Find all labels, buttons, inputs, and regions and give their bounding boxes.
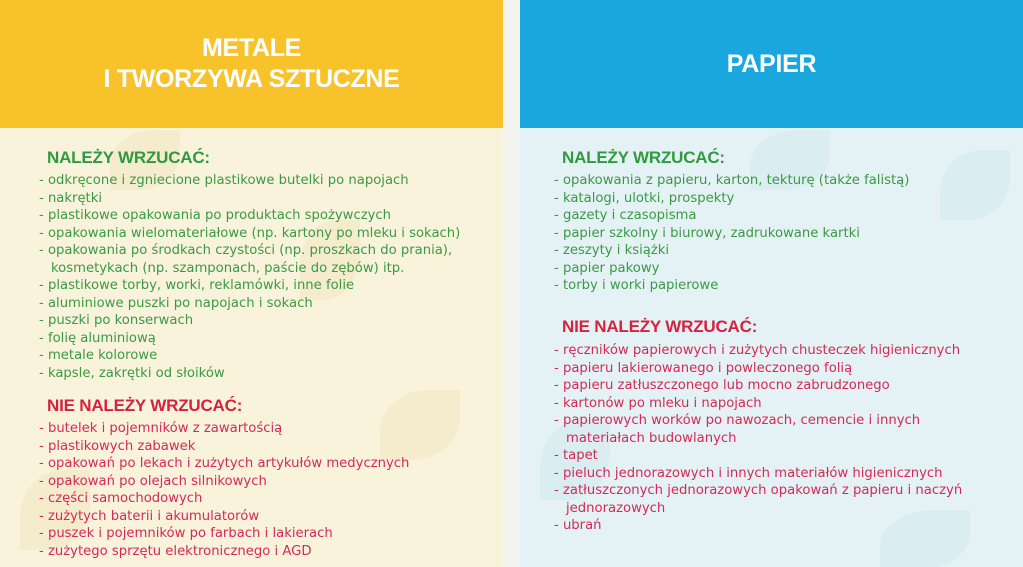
list-item: - odkręcone i zgniecione plastikowe butelki po napojach [39, 173, 409, 188]
list-item: - opakowań po olejach silnikowych [39, 473, 267, 489]
list-item: - opakowania po środkach czystości (np. proszkach do prania), [39, 243, 453, 258]
panel-divider [503, 0, 520, 567]
paper-title: PAPIER [726, 49, 817, 78]
paper-header [520, 0, 1023, 128]
list-item: - ubrań [554, 518, 602, 533]
metals-plastics-header [0, 0, 503, 128]
list-item: - gazety i czasopisma [554, 208, 697, 223]
list-item: - zużytych baterii i akumulatorów [39, 508, 260, 524]
list-item: - folię aluminiową [39, 330, 156, 346]
continuation-text: kosmetykach (np. szamponach, paście do zębów) itp. [51, 260, 405, 276]
list-item-continuation [554, 500, 962, 518]
forbidden-heading: NIE NALEŻY WRZUCAĆ: [562, 317, 758, 336]
list-item: - plastikowe torby, worki, reklamówki, inne folie [39, 278, 355, 293]
list-item: - puszki po konserwach [39, 313, 194, 328]
paper-panel [520, 0, 1023, 567]
list-item: - zużytego sprzętu elektronicznego i AGD [39, 543, 312, 559]
title-line: I TWORZYWA SZTUCZNE [103, 65, 400, 93]
list-item: - aluminiowe puszki po napojach i sokach [39, 295, 313, 311]
list-item: - nakrętki [39, 190, 103, 206]
metals-plastics-panel [0, 0, 503, 567]
forbidden-heading: NIE NALEŻY WRZUCAĆ: [47, 396, 243, 415]
list-item: - zatłuszczonych jednorazowych opakowań z papieru i naczyń [554, 483, 963, 498]
continuation-text: materiałach budowlanych [566, 430, 737, 446]
list-item: - papier szkolny i biurowy, zadrukowane kartki [554, 225, 860, 241]
allowed-heading: NALEŻY WRZUCAĆ: [47, 148, 210, 167]
metals-plastics-title [103, 33, 399, 95]
list-item: - puszek i pojemników po farbach i lakierach [39, 526, 333, 541]
list-item: - torby i worki papierowe [554, 278, 719, 293]
list-item: - tapet [554, 448, 598, 463]
list-item: - papieru lakierowanego i powleczonego folią [554, 360, 853, 376]
list-item: - metale kolorowe [39, 348, 158, 363]
list-item: - plastikowych zabawek [39, 438, 196, 454]
title-line: METALE [201, 34, 302, 62]
leaf-decoration [940, 150, 1010, 220]
list-item: - opakowania z papieru, karton, tekturę (także falistą) [554, 173, 910, 188]
continuation-text: jednorazowych [566, 500, 666, 516]
list-item: - butelek i pojemników z zawartością [39, 421, 283, 436]
allowed-list [39, 172, 460, 382]
list-item: - opakowania wielomateriałowe (np. kartony po mleku i sokach) [39, 225, 461, 241]
list-item-continuation [554, 430, 962, 448]
list-item-continuation [39, 260, 460, 278]
list-item: - opakowań po lekach i zużytych artykułów medycznych [39, 456, 410, 471]
allowed-list [554, 172, 909, 295]
forbidden-list [39, 420, 409, 560]
list-item: - części samochodowych [39, 491, 203, 506]
allowed-heading: NALEŻY WRZUCAĆ: [562, 148, 725, 167]
list-item: - katalogi, ulotki, prospekty [554, 190, 735, 206]
list-item: - papierowych worków po nawozach, cemencie i innych [554, 413, 921, 428]
forbidden-list [554, 342, 962, 535]
list-item: - ręczników papierowych i zużytych chusteczek higienicznych [554, 343, 961, 358]
list-item: - kapsle, zakrętki od słoików [39, 365, 225, 381]
list-item: - papieru zatłuszczonego lub mocno zabrudzonego [554, 378, 890, 393]
list-item: - papier pakowy [554, 260, 660, 276]
list-item: - plastikowe opakowania po produktach spożywczych [39, 208, 392, 223]
list-item: - zeszyty i książki [554, 243, 670, 258]
list-item: - pieluch jednorazowych i innych materiałów higienicznych [554, 465, 943, 481]
list-item: - kartonów po mleku i napojach [554, 395, 762, 411]
